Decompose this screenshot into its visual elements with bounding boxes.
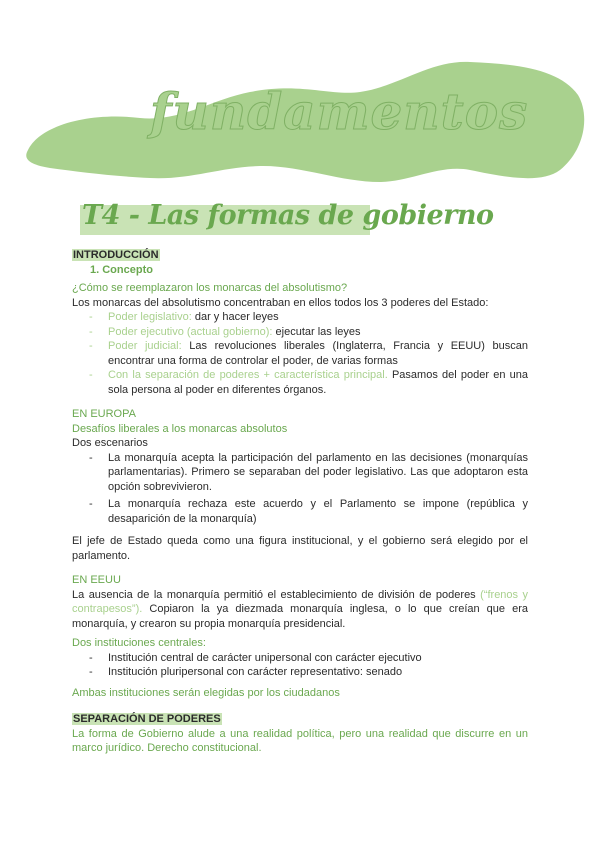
list-item: - Institución central de carácter unipersonal con carácter ejecutivo — [89, 651, 422, 664]
list-item: - Institución pluripersonal con carácter representativo: senado — [89, 666, 403, 678]
europe-subheading: Desafíos liberales a los monarcas absolutos — [72, 422, 288, 435]
powers-list — [72, 310, 528, 397]
document-title: fundamentos — [150, 82, 529, 141]
institutions-heading: Dos instituciones centrales: — [72, 637, 206, 649]
separation-heading: SEPARACIÓN DE PODERES — [73, 713, 221, 725]
europe-heading: EN EUROPA — [72, 408, 136, 420]
usa-closing: Ambas instituciones serán elegidas por los ciudadanos — [72, 686, 340, 699]
europe-closing: El jefe de Estado queda como una figura institucional, y el gobierno será elegido por el parlamento. — [72, 535, 528, 562]
topic-title: T4 - Las formas de gobierno — [82, 200, 494, 231]
usa-text: La ausencia de la monarquía permitió el establecimiento de división de poderes (“frenos y contrapesos”). Copiaron la ya diezmada monarquía inglesa, o lo que creían que era monarquía, y crearon su propia monarquía presidencial. — [72, 588, 528, 630]
usa-heading: EN EEUU — [72, 574, 121, 586]
intro-text: Los monarcas del absolutismo concentraban en ellos todos los 3 poderes del Estado: — [72, 296, 489, 309]
scenarios-list — [72, 451, 528, 527]
list-item: - Poder ejecutivo (actual gobierno): ejecutar las leyes — [89, 325, 361, 338]
list-item: - Poder judicial: Las revoluciones liberales (Inglaterra, Francia y EEUU) buscan encontrar una forma de controlar el poder, de varias formas — [89, 340, 528, 367]
europe-text: Dos escenarios — [72, 437, 148, 449]
list-item: - Poder legislativo: dar y hacer leyes — [89, 311, 279, 323]
list-item: - La monarquía acepta la participación del parlamento en las decisiones (monarquías parlamentarias). Primero se separaban del poder legislativo. Las que adoptaron esta opción sobrevivieron. — [89, 451, 528, 493]
intro-question: ¿Cómo se reemplazaron los monarcas del absolutismo? — [72, 282, 348, 294]
list-item: - Con la separación de poderes + característica principal. Pasamos del poder en una sola persona al poder en diferentes órganos. — [89, 369, 528, 396]
concept-heading: 1. Concepto — [90, 263, 153, 276]
list-item: - La monarquía rechaza este acuerdo y el Parlamento se impone (república y desaparición de la monarquía) — [89, 498, 528, 525]
institutions-list — [72, 651, 528, 680]
intro-heading: INTRODUCCIÓN — [73, 249, 159, 261]
document-body — [72, 248, 528, 756]
separation-text: La forma de Gobierno alude a una realidad política, pero una realidad que discurre en un marco jurídico. Derecho constitucional. — [72, 727, 528, 754]
